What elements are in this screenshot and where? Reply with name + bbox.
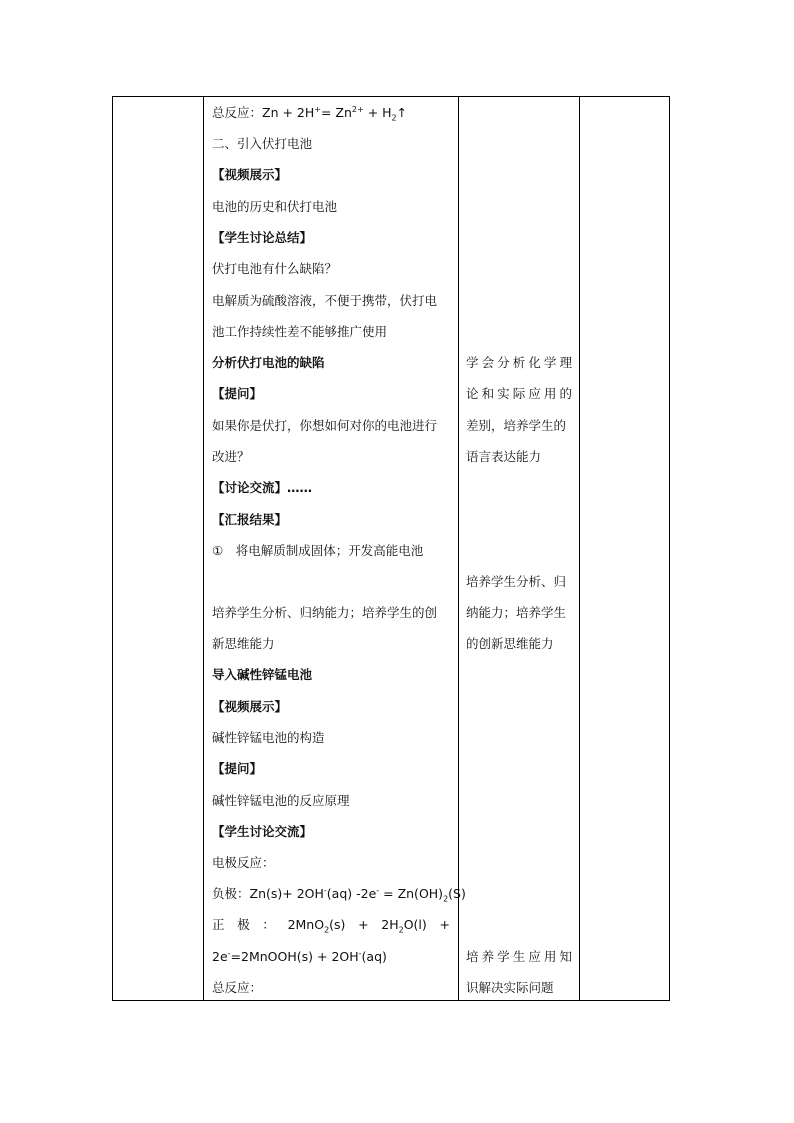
intent-text-line: 培 养 学 生 应 用 知 bbox=[466, 949, 572, 964]
section-heading-volta: 二、引入伏打电池 bbox=[212, 136, 313, 151]
intent-text-line: 的创新思维能力 bbox=[466, 636, 554, 651]
subheading-analysis: 分析伏打电池的缺陷 bbox=[212, 355, 325, 370]
label-student-discussion: 【学生讨论交流】 bbox=[212, 824, 313, 839]
column-divider-3 bbox=[579, 97, 580, 1000]
column-divider-2 bbox=[458, 97, 459, 1000]
positive-electrode-equation-cont: 2e-=2MnOOH(s) + 2OH-(aq) bbox=[212, 948, 387, 964]
list-item: ① 将电解质制成固体；开发高能电池 bbox=[212, 543, 424, 558]
text-line: 伏打电池有什么缺陷？ bbox=[212, 261, 338, 276]
text-line: 电解质为硫酸溶液，不便于携带，伏打电 bbox=[212, 293, 438, 308]
text-line: 电池的历史和伏打电池 bbox=[212, 199, 338, 214]
total-reaction-zn-h: 总反应：$Zn + 2H^+= Zn^{2+}$ + $H_2↑$ bbox=[212, 104, 408, 123]
label-report: 【汇报结果】 bbox=[212, 512, 288, 527]
intent-text-line: 差别，培养学生的 bbox=[466, 418, 567, 433]
text-line: 电极反应： bbox=[212, 855, 275, 870]
label-discussion: 【讨论交流】…… bbox=[212, 480, 313, 495]
label-video: 【视频展示】 bbox=[212, 699, 288, 714]
intent-text-line: 语言表达能力 bbox=[466, 449, 542, 464]
intent-text-line: 纳能力；培养学生 bbox=[466, 605, 567, 620]
label-question: 【提问】 bbox=[212, 386, 263, 401]
intent-text-line: 培养学生分析、归 bbox=[466, 574, 567, 589]
label-student-summary: 【学生讨论总结】 bbox=[212, 230, 313, 245]
intent-text-line: 论 和 实 际 应 用 的 bbox=[466, 386, 572, 401]
text-line: 总反应： bbox=[212, 980, 263, 995]
label-question: 【提问】 bbox=[212, 761, 263, 776]
label-video: 【视频展示】 bbox=[212, 167, 288, 182]
intent-text-line: 学 会 分 析 化 学 理 bbox=[466, 355, 572, 370]
positive-electrode-equation: 正 极 ： 2MnO$_2$(s) + $2H_2O(l)$ + bbox=[212, 917, 450, 935]
text-line: 池工作持续性差不能够推广使用 bbox=[212, 324, 388, 339]
negative-electrode-equation: 负极：Zn(s)+ 2OH-(aq) $-2e^- = Zn(OH)_2(S)$ bbox=[212, 885, 466, 904]
text-line: 如果你是伏打，你想如何对你的电池进行 bbox=[212, 418, 438, 433]
intent-text-line: 识解决实际问题 bbox=[466, 980, 554, 995]
text-line: 碱性锌锰电池的反应原理 bbox=[212, 793, 350, 808]
lesson-plan-table bbox=[112, 96, 670, 1001]
text-line: 培养学生分析、归纳能力；培养学生的创 bbox=[212, 605, 438, 620]
column-divider-1 bbox=[203, 97, 204, 1000]
text-line: 碱性锌锰电池的构造 bbox=[212, 730, 325, 745]
text-line: 新思维能力 bbox=[212, 636, 275, 651]
subheading-alkaline-battery: 导入碱性锌锰电池 bbox=[212, 667, 313, 682]
text-line: 改进？ bbox=[212, 449, 250, 464]
